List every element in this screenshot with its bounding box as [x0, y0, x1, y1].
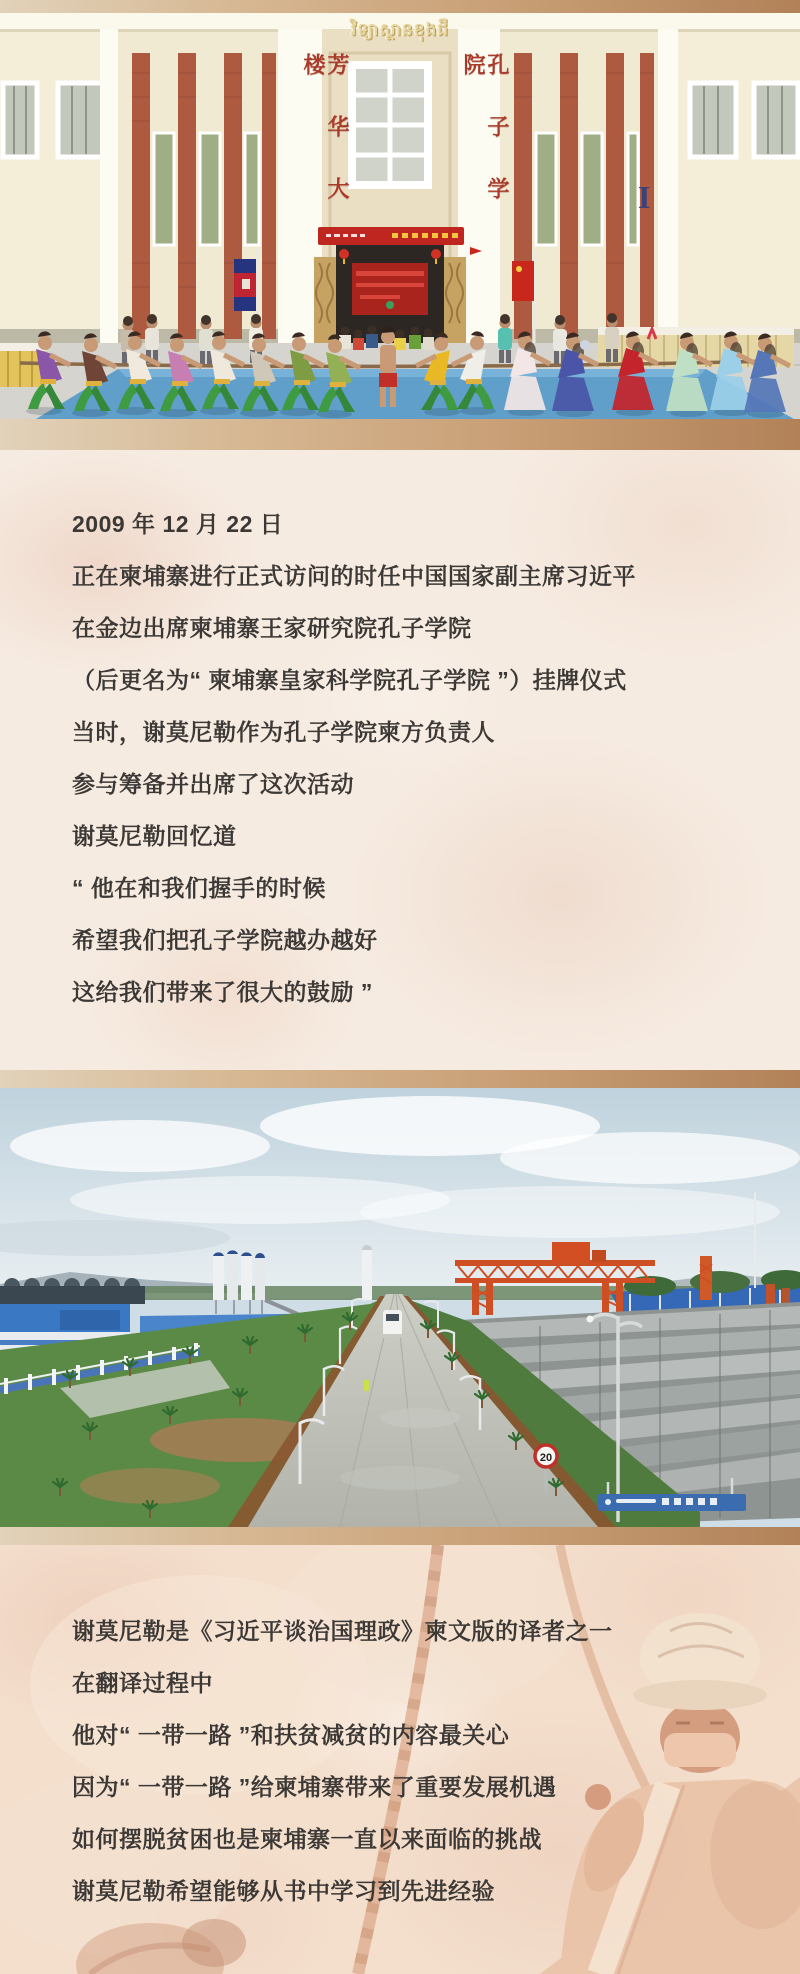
- text-line: 正在柬埔寨进行正式访问的时任中国国家副主席习近平: [72, 563, 636, 589]
- text-line: （后更名为“ 柬埔寨皇家科学院孔子学院 ”）挂牌仪式: [72, 667, 627, 693]
- text-line: 谢莫尼勒希望能够从书中学习到先进经验: [72, 1878, 495, 1904]
- text-line: 在金边出席柬埔寨王家研究院孔子学院: [72, 615, 472, 641]
- text-line: 希望我们把孔子学院越办越好: [72, 927, 378, 953]
- text-line: 如何摆脱贫困也是柬埔寨一直以来面临的挑战: [72, 1826, 542, 1852]
- text-line: 谢莫尼勒是《习近平谈治国理政》柬文版的译者之一: [72, 1618, 613, 1644]
- divider: [0, 1070, 800, 1088]
- wall-numeral: I: [638, 179, 651, 215]
- text-line: 2009 年 12 月 22 日: [72, 511, 284, 537]
- top-divider: [0, 0, 800, 13]
- hero-photo-art: [0, 13, 800, 419]
- industrial-park-photo[interactable]: [0, 1088, 800, 1527]
- text-line: 这给我们带来了很大的鼓励 ”: [72, 979, 373, 1005]
- text-line: 参与筹备并出席了这次活动: [72, 771, 354, 797]
- hero-photo-confucius-institute[interactable]: [0, 13, 800, 419]
- left-pillar-inscription: 芳华大楼: [301, 53, 350, 239]
- white-tower: [362, 1250, 372, 1300]
- text-line: 当时，谢莫尼勒作为孔子学院柬方负责人: [72, 719, 495, 745]
- text-section-2: [0, 1545, 800, 1974]
- right-pillar-inscription: 孔子学院: [461, 53, 510, 239]
- svg-text:20: 20: [539, 1452, 553, 1464]
- text-line: 在翻译过程中: [72, 1670, 213, 1696]
- text-line: 他对“ 一带一路 ”和扶贫减贫的内容最关心: [72, 1722, 510, 1748]
- text-line: 谢莫尼勒回忆道: [72, 823, 237, 849]
- white-van: [383, 1310, 402, 1338]
- silver-headdress: [580, 340, 590, 350]
- text-section-1: [0, 450, 800, 1070]
- text-line: 因为“ 一带一路 ”给柬埔寨带来了重要发展机遇: [72, 1774, 557, 1800]
- text-line: “ 他在和我们握手的时候: [72, 875, 326, 901]
- divider: [0, 419, 800, 450]
- divider: [0, 1527, 800, 1545]
- worker-hi-vis: [364, 1380, 369, 1391]
- industrial-photo-art: [0, 1088, 800, 1527]
- khmer-building-sign: វិទ្យាស្ថានខុងជឺ: [350, 20, 450, 39]
